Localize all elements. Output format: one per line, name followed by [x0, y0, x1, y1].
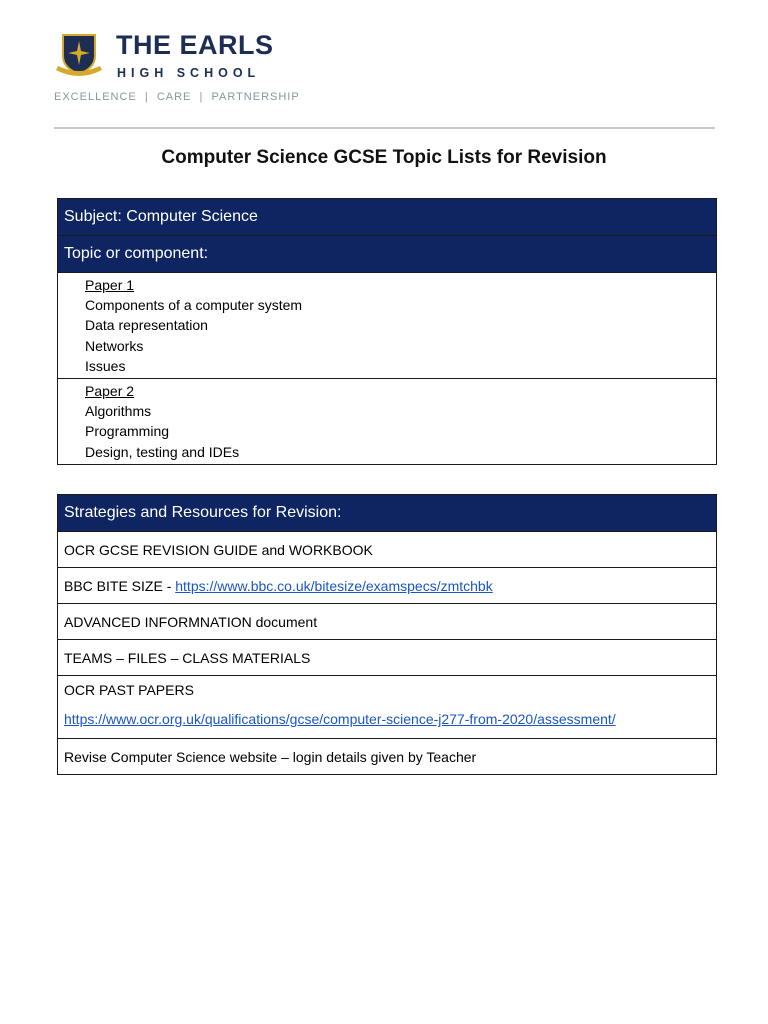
ocr-past-papers-link[interactable]: https://www.ocr.org.uk/qualifications/gcse/computer-science-j277-from-2020/assessment/: [64, 711, 616, 727]
list-item: Design, testing and IDEs: [85, 443, 240, 460]
school-subtitle: HIGH SCHOOL: [117, 66, 261, 80]
list-item: Algorithms: [85, 403, 152, 420]
revision-guide-text: OCR GCSE REVISION GUIDE and WORKBOOK: [58, 532, 717, 568]
bbc-bitesize-cell: [58, 568, 717, 604]
paper2-cell: [58, 379, 717, 465]
list-item: Components of a computer system: [85, 297, 303, 314]
table-row: [58, 532, 717, 568]
bbc-bitesize-link[interactable]: https://www.bbc.co.uk/bitesize/examspecs/zmtchbk: [175, 577, 493, 594]
advanced-info-text: ADVANCED INFORMNATION document: [58, 604, 717, 640]
topics-table: [57, 198, 717, 465]
past-papers-label: OCR PAST PAPERS: [64, 682, 194, 698]
resources-table: [57, 494, 717, 775]
school-crest-icon: [54, 32, 104, 80]
list-item: Networks: [85, 337, 144, 354]
table-row: [58, 739, 717, 775]
past-papers-cell: [58, 676, 717, 739]
paper1-cell: [58, 273, 717, 379]
table-row: [58, 604, 717, 640]
subject-row: [58, 199, 717, 236]
bbc-bitesize-label: BBC BITE SIZE -: [64, 577, 176, 594]
teams-text: TEAMS – FILES – CLASS MATERIALS: [58, 640, 717, 676]
table-row: [58, 676, 717, 739]
list-item: Programming: [85, 423, 170, 440]
page-title: Computer Science GCSE Topic Lists for Revision: [161, 147, 607, 168]
revise-website-text: Revise Computer Science website – login details given by Teacher: [58, 739, 717, 775]
topic-header-row: [58, 236, 717, 273]
subject-header: Subject: Computer Science: [58, 199, 717, 236]
table-row: [58, 640, 717, 676]
school-name: THE EARLS: [116, 30, 274, 60]
table-row: [58, 568, 717, 604]
school-header: [54, 30, 716, 130]
paper2-row: [58, 379, 717, 465]
paper1-title: Paper 1: [85, 277, 135, 293]
header-divider: [54, 127, 715, 129]
school-tagline: EXCELLENCE | CARE | PARTNERSHIP: [54, 91, 300, 103]
resources-header: Strategies and Resources for Revision:: [58, 495, 717, 532]
topic-header: Topic or component:: [58, 236, 717, 273]
list-item: Issues: [85, 357, 126, 374]
resources-header-row: [58, 495, 717, 532]
paper2-title: Paper 2: [85, 383, 135, 400]
paper1-row: [58, 273, 717, 379]
list-item: Data representation: [85, 317, 208, 334]
